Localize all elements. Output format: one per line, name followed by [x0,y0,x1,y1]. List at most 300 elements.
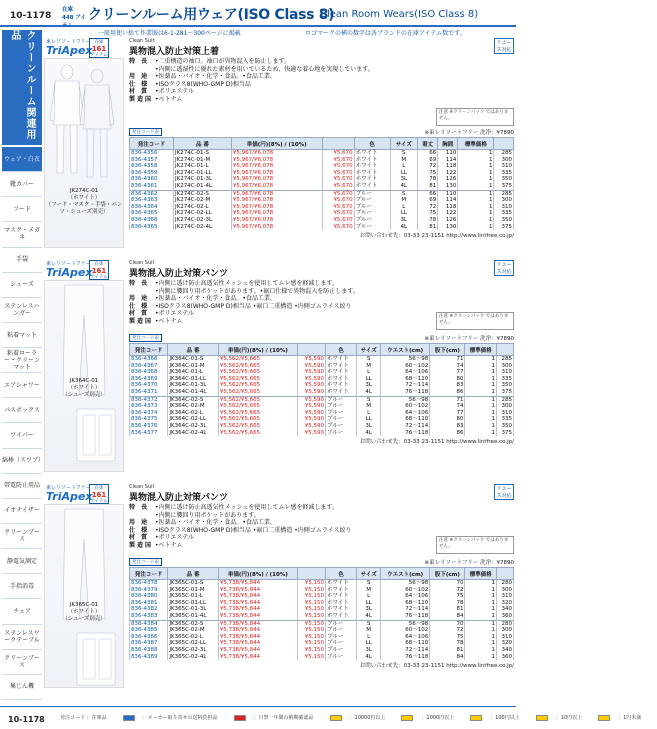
table-cell: 1 [465,369,496,376]
legend-item [470,715,528,721]
table-cell: 66 [418,150,438,157]
table-row [130,204,514,211]
spec-key: 用 途 [129,519,150,526]
table-cell: 1 [465,613,496,620]
table-cell: 1 [458,217,494,224]
table-cell: 320 [496,600,513,607]
table-cell: ブルー [354,217,390,224]
table-cell: 110 [438,190,458,197]
table-cell: ブルー [354,197,390,204]
brand-tag: 東レリソートフリー [46,39,91,45]
table-cell: 836-4358 [130,163,174,170]
sidebar-item[interactable]: チェア [2,599,42,624]
table-cell: 1 [458,163,494,170]
table-cell: 836-4379 [130,587,168,594]
table-cell: ホワイト [354,157,390,164]
table-cell: 76〜118 [381,613,430,620]
table-cell: 56〜98 [381,620,430,627]
table-cell: S [390,150,417,157]
table-cell: 70 [430,620,465,627]
table-cell: ¥5,562/¥5,665 [218,382,297,389]
spec-row [129,534,429,542]
table-cell: 836-4388 [130,647,168,654]
table-cell: ブルー [325,423,356,430]
caution-note: 注意 ※クリーンパック ではありません。 [436,312,514,330]
legend-swatch [330,715,342,721]
table-header: 標準価格 [465,568,496,580]
table-header-extra [496,568,513,580]
legend-label: ：10円以上 [555,715,583,721]
table-cell: 836-4372 [130,396,168,403]
table-cell: 64〜106 [381,369,430,376]
table-cell: M [357,587,381,594]
table-header [322,138,354,150]
table-cell: 836-4381 [130,600,168,607]
sidebar-item[interactable]: 静電気測定 [2,549,42,574]
spec-row [129,81,429,89]
table-cell: 340 [496,606,513,613]
spec-value: •ポリエステル [155,534,194,541]
sidebar-item[interactable]: 手指消毒 [2,574,42,599]
table-cell: 836-4389 [130,654,168,661]
stock-badge-top: 在庫 [94,262,104,267]
table-cell: ¥5,590 [297,430,325,437]
spec-value: •内側に腰回り用ポケットがあります。 [155,511,260,519]
table-cell: ホワイト [325,606,356,613]
table-cell: ホワイト [325,376,356,383]
table-cell: ¥5,562/¥5,665 [218,403,297,410]
table-cell: 1 [465,423,496,430]
legend-label: ：10000円以上 [349,715,386,721]
product-table [129,137,514,230]
table-cell: 1 [465,389,496,396]
spec-key: 製造国 [129,317,154,325]
spec-row [129,504,429,512]
sidebar-item[interactable]: イオナイザー [2,499,42,524]
stock-badge-count: 161 [91,267,107,275]
table-cell: ¥5,590 [297,356,325,363]
table-row [130,157,514,164]
table-cell: 72〜114 [381,423,430,430]
photo-caption: JK274C-01 （ホワイト） （フード・マスク・手袋・パンツ・シューズ別売） [45,188,123,215]
table-cell: ¥5,150 [297,640,325,647]
sidebar-heading: クリーンルーム関連用品 [2,30,42,145]
sidebar-item[interactable]: 靴カバー [2,172,42,197]
table-cell: ¥5,738/¥5,844 [218,613,297,620]
table-cell: 350 [496,382,513,389]
table-cell: 81 [418,183,438,190]
table-cell: ¥5,590 [297,416,325,423]
product-name: 異物混入防止対策上着 [129,47,220,57]
table-cell: ホワイト [325,363,356,370]
table-cell: 310 [494,204,514,211]
page-footer [0,706,642,729]
spec-row [129,512,429,520]
table-cell: ¥5,590 [297,376,325,383]
table-cell: ブルー [354,190,390,197]
pants-figure-icon [45,281,123,471]
contact-line: お問い合わせ先：03-33 23-1151 http://www.lintfree.co.jp/ [359,439,514,446]
sidebar-item[interactable]: 綿棒（スワブ） [2,449,42,474]
table-cell: ブルー [325,647,356,654]
table-cell: JK365C-02-L [168,634,218,641]
table-header-extra [496,344,513,356]
page-header [0,0,516,38]
category-en: Clean Suit [129,484,155,490]
table-header: 胸囲 [438,138,458,150]
sidebar-item[interactable]: シューズ [2,273,42,298]
spec-row [129,310,429,318]
table-cell: ¥5,562/¥5,665 [218,423,297,430]
table-cell: 335 [494,170,514,177]
table-cell: 310 [496,369,513,376]
table-cell: 1 [465,376,496,383]
table-cell: 72〜114 [381,382,430,389]
table-cell: ¥5,670 [322,190,354,197]
table-cell: 4L [357,430,381,437]
table-cell: ¥5,967/¥6,078 [231,210,322,217]
table-cell: JK365C-01-M [168,587,218,594]
reuse-badge: リユース対応 [494,260,514,276]
table-cell: 3L [357,423,381,430]
spec-key: 用 途 [129,73,150,80]
jacket-figure-icon [45,59,123,187]
product-photo [44,504,124,688]
spec-value: •ポリエステル [155,310,194,317]
price-note: ※東レリソートフリー 洗浄：¥7890 [424,336,514,342]
table-cell: 836-4375 [130,416,168,423]
table-cell: 1 [458,204,494,211]
sidebar-item[interactable]: クリーンブース [2,524,42,549]
table-cell: ¥5,562/¥5,665 [218,389,297,396]
sidebar-item[interactable]: エアシャワー [2,373,42,398]
header-legend-note: ロゴマークの横の数字は各ブランドの在庫アイテム数です。 [305,30,466,37]
spec-key: 製造国 [129,95,154,103]
table-cell: 118 [438,163,458,170]
table-cell: JK274C-01-M [174,157,232,164]
table-cell: 375 [494,183,514,190]
table-cell: 320 [496,640,513,647]
table-cell: ¥5,738/¥5,844 [218,587,297,594]
brand-tag: 東レリソートフリー [46,485,91,491]
sidebar-item[interactable]: 集じん機 [2,675,42,700]
stock-badge [89,260,109,280]
table-cell: S [357,580,381,587]
spec-value: •医薬品・バイオ・化学・食品。•食品工業。 [155,519,276,526]
legend-item [598,715,649,721]
table-cell: ブルー [325,634,356,641]
table-cell: 836-4380 [130,593,168,600]
table-cell: 84 [430,613,465,620]
table-cell: 280 [496,580,513,587]
legend-item [234,715,322,721]
table-cell: ¥5,738/¥5,844 [218,640,297,647]
caution-note: 注意 ※クリーンパック ではありません。 [436,536,514,554]
spec-key: 材 質 [129,310,150,317]
price-note: ※東レリソートフリー 洗浄：¥7890 [424,560,514,566]
table-cell: 1 [465,382,496,389]
table-cell: ホワイト [325,587,356,594]
table-cell: 64〜106 [381,593,430,600]
table-header: 着丈 [418,138,438,150]
table-cell: ¥5,150 [297,600,325,607]
table-cell: 300 [496,403,513,410]
table-cell: 75 [418,170,438,177]
table-cell: 74 [430,403,465,410]
table-cell: ¥5,590 [297,423,325,430]
table-cell: 114 [438,157,458,164]
sidebar-item[interactable]: マスク・メガネ [2,222,42,247]
spec-value: •ISOクラス8(WHO-GMP D)相当品 •裾口二重構造 •内側ゴムライス絞り [155,302,352,310]
stock-badge-unit: アイテム [90,275,108,280]
table-cell: JK364C-02-4L [168,430,218,437]
table-cell: ¥5,967/¥6,078 [231,183,322,190]
table-header: 単価(円)(8%) / (10%) [218,568,297,580]
table-cell: 836-4357 [130,157,174,164]
table-cell: 72 [430,587,465,594]
table-cell: ¥5,670 [322,210,354,217]
table-cell: 56〜98 [381,580,430,587]
table-header: 股下(cm) [430,344,465,356]
table-row [130,654,514,661]
table-cell: 78 [418,176,438,183]
table-cell: ¥5,590 [297,403,325,410]
table-cell: 130 [438,183,458,190]
table-cell: 285 [494,190,514,197]
table-cell: 836-4363 [130,197,174,204]
spec-value: •ベトナム [155,95,183,103]
table-cell: ¥5,670 [322,176,354,183]
table-cell: ¥5,670 [322,157,354,164]
table-cell: ¥5,562/¥5,665 [218,356,297,363]
table-cell: 3L [390,217,417,224]
table-cell: M [357,363,381,370]
table-row [130,389,514,396]
spec-row [129,288,429,296]
table-cell: 1 [465,593,496,600]
sidebar-item[interactable]: ワイパー [2,424,42,449]
table-cell: 1 [465,654,496,661]
spec-list [129,280,429,325]
table-cell: 68〜110 [381,376,430,383]
table-row [130,613,514,620]
table-header: 色 [325,568,356,580]
table-header: 発注コード [130,568,168,580]
table-cell: ホワイト [325,600,356,607]
sidebar-item[interactable]: 帯電防止用品 [2,474,42,499]
spec-key: 仕 様 [129,526,150,534]
table-cell: 836-4385 [130,627,168,634]
spec-key: 材 質 [129,88,150,95]
table-cell: 375 [496,389,513,396]
table-cell: 836-4362 [130,190,174,197]
table-cell: 75 [418,210,438,217]
table-cell: 1 [465,416,496,423]
table-row [130,416,514,423]
sidebar-item[interactable]: 粘着ローラー・クリーンマット [2,348,42,373]
table-row [130,197,514,204]
table-cell: JK365C-02-3L [168,647,218,654]
table-cell: LL [390,210,417,217]
table-cell: 300 [494,197,514,204]
table-cell: JK364C-02-3L [168,423,218,430]
table-cell: 1 [465,600,496,607]
table-cell: 335 [496,416,513,423]
table-cell: ホワイト [354,163,390,170]
table-cell: ¥5,670 [322,183,354,190]
table-cell: ¥5,150 [297,627,325,634]
table-cell: ¥5,967/¥6,078 [231,157,322,164]
product-table [129,567,514,660]
table-cell: ¥5,150 [297,634,325,641]
table-cell: ¥5,738/¥5,844 [218,647,297,654]
legend-swatch [234,715,246,721]
table-cell: ¥5,738/¥5,844 [218,654,297,661]
table-cell: 122 [438,170,458,177]
table-cell: 84 [430,654,465,661]
table-row [130,217,514,224]
table-cell: 836-4376 [130,423,168,430]
table-cell: 4L [390,224,417,231]
table-cell: 3L [357,382,381,389]
table-row [130,369,514,376]
table-cell: LL [390,170,417,177]
spec-row [129,96,429,104]
table-cell: ¥5,967/¥6,078 [231,163,322,170]
table-cell: ホワイト [354,183,390,190]
table-cell: 836-4366 [130,217,174,224]
table-row [130,620,514,627]
table-cell: 78 [418,217,438,224]
table-cell: ¥5,670 [322,170,354,177]
table-cell: 1 [465,647,496,654]
table-cell: ¥5,590 [297,369,325,376]
table-cell: ホワイト [325,580,356,587]
table-header [297,344,325,356]
table-cell: ¥5,562/¥5,665 [218,376,297,383]
stock-badge [89,38,109,58]
spec-value: •医薬品・バイオ・化学・食品。•食品工業。 [155,73,276,80]
stock-count: 在庫 448 アイ [62,7,86,21]
table-cell: JK274C-01-LL [174,170,232,177]
sidebar-item[interactable]: パスボックス [2,398,42,423]
table-cell: 836-4373 [130,403,168,410]
table-cell: JK274C-02-L [174,204,232,211]
table-cell: L [357,634,381,641]
table-cell: ¥5,562/¥5,665 [218,396,297,403]
sidebar-item[interactable]: ステンレスワークテーブル [2,625,42,650]
table-cell: ¥5,150 [297,587,325,594]
table-cell: JK365C-02-S [168,620,218,627]
table-cell: ブルー [325,627,356,634]
stock-badge-count: 161 [91,491,107,499]
table-cell: 68〜110 [381,600,430,607]
brand-tag: 東レリソートフリー [46,261,91,267]
table-cell: ¥5,967/¥6,078 [231,224,322,231]
table-cell: 310 [496,593,513,600]
table-cell: ¥5,967/¥6,078 [231,190,322,197]
table-cell: ¥5,738/¥5,844 [218,593,297,600]
table-cell: 285 [496,356,513,363]
stock-badge-count: 161 [91,45,107,53]
table-cell: ¥5,562/¥5,665 [218,410,297,417]
sidebar-item[interactable]: 粘着マット [2,323,42,348]
spec-key: 特 長 [129,58,150,65]
table-cell: ブルー [325,403,356,410]
spec-row [129,280,429,288]
table-cell: 64〜106 [381,410,430,417]
table-cell: JK274C-02-4L [174,224,232,231]
stock-badge-top: 在庫 [94,40,104,45]
legend-swatch [536,715,548,721]
table-cell: 300 [496,587,513,594]
table-header: 股下(cm) [430,568,465,580]
table-cell: 72〜114 [381,606,430,613]
sidebar-item[interactable]: 手袋 [2,248,42,273]
sidebar-item[interactable]: ウェア・白衣 [2,147,42,172]
table-cell: LL [357,416,381,423]
table-cell: 335 [496,376,513,383]
table-header: サイズ [390,138,417,150]
table-cell: JK365C-01-4L [168,613,218,620]
table-cell: 280 [496,620,513,627]
legend-item [60,715,115,721]
table-cell: 76〜118 [381,654,430,661]
product-table [129,343,514,436]
table-cell: 122 [438,210,458,217]
sidebar-item[interactable]: フード [2,197,42,222]
table-cell: JK364C-01-M [168,363,218,370]
table-row [130,587,514,594]
table-cell: S [390,190,417,197]
table-cell: JK365C-02-M [168,627,218,634]
spec-value: •内側に透け防止高透気性メッシュを使用してムレ感を軽減します。 [155,280,338,287]
table-cell: M [357,403,381,410]
spec-key: 材 質 [129,534,150,541]
table-cell: 56〜98 [381,356,430,363]
table-cell: M [390,157,417,164]
code-table-tag: 発注コード表 [129,128,162,136]
table-cell: 4L [357,389,381,396]
table-cell: 375 [496,430,513,437]
table-cell: 71 [430,396,465,403]
legend-label: 発注コード ：在庫品 [60,715,107,721]
code-table-tag: 発注コード表 [129,334,162,342]
sidebar-item[interactable]: クリーンブース [2,650,42,675]
table-cell: 3L [357,647,381,654]
table-cell: ホワイト [325,369,356,376]
table-cell: 1 [465,410,496,417]
table-row [130,376,514,383]
spec-value: •ベトナム [155,541,183,549]
spec-value: •医薬品・バイオ・化学・食品。•食品工業。 [155,295,276,302]
table-cell: 118 [438,204,458,211]
table-cell: 83 [430,382,465,389]
table-header: サイズ [357,344,381,356]
table-cell: 1 [465,627,496,634]
table-cell: ブルー [325,410,356,417]
table-cell: 3L [390,176,417,183]
table-cell: ホワイト [354,150,390,157]
spec-key: 特 長 [129,504,150,511]
sidebar-item[interactable]: ステンレスハンガー [2,298,42,323]
table-cell: 836-4369 [130,376,168,383]
table-cell: 1 [465,403,496,410]
table-cell: 64〜106 [381,634,430,641]
table-cell: 1 [465,356,496,363]
table-cell: ¥5,967/¥6,078 [231,176,322,183]
table-header: 発注コード [130,344,168,356]
